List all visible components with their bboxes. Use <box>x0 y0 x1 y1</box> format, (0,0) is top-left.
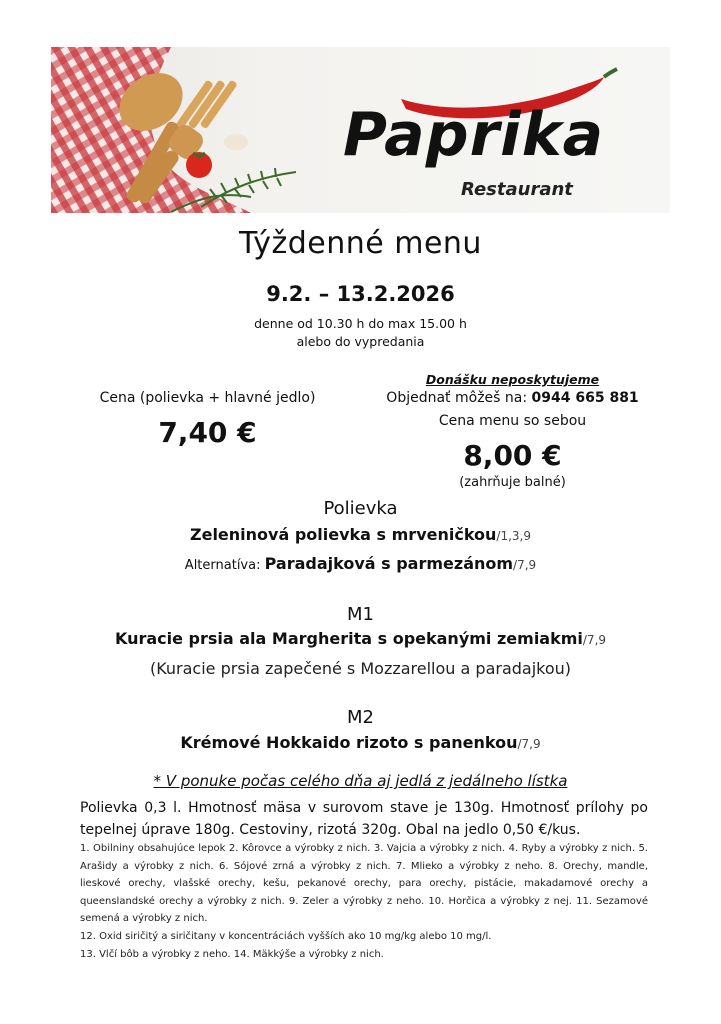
order-info <box>385 390 640 406</box>
delivery-note: Donášku neposkytujeme <box>425 372 600 387</box>
menu-dates: 9.2. – 13.2.2026 <box>266 282 455 306</box>
allergen-list-2: 12. Oxid siričitý a siričitany v koncentráciách vyšších ako 10 mg/kg alebo 10 mg/l. <box>80 930 492 942</box>
soup-alt-allergens: /7,9 <box>513 558 537 572</box>
order-phone[interactable]: 0944 665 881 <box>531 390 639 406</box>
soup-heading: Polievka <box>323 498 398 519</box>
m1-line <box>0 629 721 648</box>
soup-alt-label: Alternatíva: <box>184 558 265 573</box>
opening-hours-line1: denne od 10.30 h do max 15.00 h <box>254 316 467 331</box>
soup-name: Zeleninová polievka s mrveničkou <box>189 525 497 544</box>
soup-allergens: /1,3,9 <box>496 529 531 543</box>
takeaway-note: (zahrňuje balné) <box>459 475 566 490</box>
allergen-list-3: 13. Vlčí bôb a výrobky z neho. 14. Mäkkýše a výrobky z nich. <box>80 948 384 960</box>
m1-heading: M1 <box>347 604 374 625</box>
soup-line <box>0 525 721 544</box>
restaurant-banner <box>51 47 670 213</box>
soup-alternative <box>0 554 721 573</box>
takeaway-price-label: Cena menu so sebou <box>438 413 587 429</box>
m1-name: Kuracie prsia ala Margherita s opekanými zemiakmi <box>114 629 583 648</box>
dine-in-price-label: Cena (polievka + hlavné jedlo) <box>99 390 316 406</box>
all-day-offer-note: * V ponuke počas celého dňa aj jedlá z jedálneho lístka <box>153 772 568 790</box>
m1-allergens: /7,9 <box>582 633 607 647</box>
m2-line <box>0 733 721 752</box>
dine-in-price: 7,40 € <box>158 416 257 449</box>
takeaway-price: 8,00 € <box>463 439 562 472</box>
portion-info: Polievka 0,3 l. Hmotnosť mäsa v surovom stave je 130g. Hmotnosť prílohy po tepelnej úprave 180g. Cestoviny, rizotá 320g. Obal na jedlo 0,50 €/kus. <box>80 800 648 838</box>
m2-name: Krémové Hokkaido rizoto s panenkou <box>180 733 518 752</box>
opening-hours <box>0 315 721 351</box>
soup-alt-name: Paradajková s parmezánom <box>264 554 514 573</box>
m2-heading: M2 <box>347 707 374 728</box>
allergen-list-1: 1. Obilniny obsahujúce lepok 2. Kôrovce a výrobky z nich. 3. Vajcia a výrobky z nich. 4. Ryby a výrobky z nich. 5. Arašidy a výrobky z nich. 6. Sójové zrná a výrobky z nich. 7. Mlieko a výrobky z neho. 8. Orechy, mandle, lieskové orechy, vlašské orechy, kešu, pekanové orechy, para orechy, pistácie, makadamové orechy a queenslandské orechy a výrobky z nich. 9. Zeler a výrobky z neho. 10. Horčica a výrobky z nej. 11. Sezamové semená a výrobky z nich. <box>80 843 648 925</box>
restaurant-logo-subtitle: Restaurant <box>461 179 573 200</box>
opening-hours-line2: alebo do vypredania <box>296 334 425 349</box>
menu-title: Týždenné menu <box>239 226 482 261</box>
restaurant-logo: Paprika <box>343 100 605 170</box>
m2-allergens: /7,9 <box>517 737 541 751</box>
garlic-icon <box>224 134 248 150</box>
order-text: Objednať môžeš na: <box>386 390 532 406</box>
m1-description: (Kuracie prsia zapečené s Mozzarellou a paradajkou) <box>149 659 572 678</box>
allergen-list <box>80 840 648 963</box>
